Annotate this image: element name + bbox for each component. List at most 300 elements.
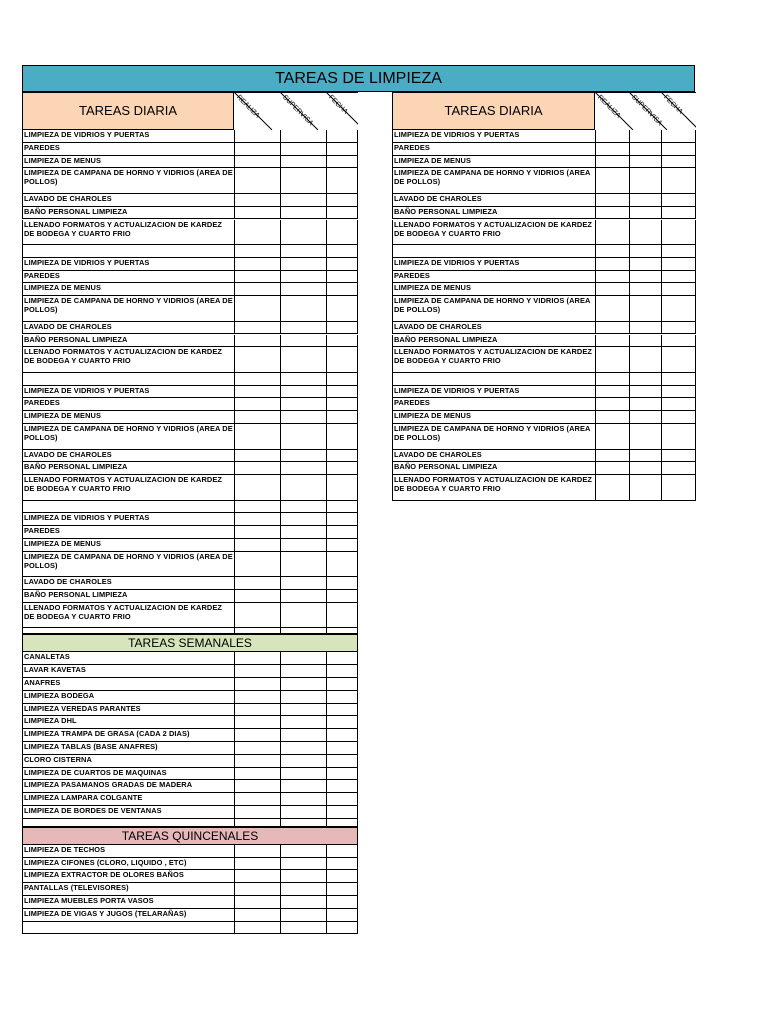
realiza-cell[interactable] <box>595 373 630 385</box>
empty-row <box>22 922 358 934</box>
realiza-cell[interactable] <box>234 258 281 270</box>
supervisa-cell[interactable] <box>280 245 327 257</box>
supervisa-cell[interactable] <box>280 335 327 347</box>
supervisa-cell[interactable] <box>280 577 327 589</box>
fecha-cell[interactable] <box>326 704 359 716</box>
task-label: LIMPIEZA PASAMANOS GRADAS DE MADERA <box>24 780 193 790</box>
realiza-cell[interactable] <box>595 386 630 398</box>
task-row <box>22 526 358 539</box>
realiza-cell[interactable] <box>234 793 281 805</box>
fecha-cell[interactable] <box>661 194 697 206</box>
realiza-cell[interactable] <box>234 450 281 462</box>
fecha-cell[interactable] <box>326 652 359 664</box>
supervisa-cell[interactable] <box>629 296 662 321</box>
fecha-cell[interactable] <box>326 462 359 474</box>
task-label: LLENADO FORMATOS Y ACTUALIZACION DE KARDEZ DE BODEGA Y CUARTO FRIO <box>24 602 222 621</box>
realiza-cell[interactable] <box>234 552 281 577</box>
fecha-cell[interactable] <box>326 806 359 818</box>
realiza-cell[interactable] <box>234 398 281 410</box>
fecha-cell[interactable] <box>326 539 359 551</box>
task-label: CLORO CISTERNA <box>24 754 92 764</box>
task-label: LIMPIEZA DE VIDRIOS Y PUERTAS <box>394 130 520 139</box>
supervisa-cell[interactable] <box>280 793 327 805</box>
supervisa-cell[interactable] <box>280 526 327 538</box>
task-row <box>22 168 358 194</box>
fecha-cell[interactable] <box>661 347 697 372</box>
supervisa-cell[interactable] <box>629 283 662 295</box>
task-row <box>22 896 358 909</box>
realiza-cell[interactable] <box>234 513 281 525</box>
task-label: LIMPIEZA MUEBLES PORTA VASOS <box>24 896 154 905</box>
task-row <box>22 552 358 578</box>
task-row <box>22 665 358 678</box>
fecha-cell[interactable] <box>326 780 359 792</box>
supervisa-cell[interactable] <box>280 168 327 193</box>
task-row <box>22 768 358 781</box>
realiza-cell[interactable] <box>595 283 630 295</box>
realiza-cell[interactable] <box>234 716 281 728</box>
supervisa-cell[interactable] <box>280 220 327 245</box>
realiza-cell[interactable] <box>234 858 281 870</box>
realiza-cell[interactable] <box>595 450 630 462</box>
supervisa-cell[interactable] <box>280 870 327 882</box>
supervisa-cell[interactable] <box>629 335 662 347</box>
realiza-cell[interactable] <box>234 271 281 283</box>
realiza-cell[interactable] <box>595 475 630 500</box>
supervisa-cell[interactable] <box>280 475 327 500</box>
task-label: LIMPIEZA DE VIDRIOS Y PUERTAS <box>24 257 150 267</box>
fecha-cell[interactable] <box>661 386 697 398</box>
realiza-cell[interactable] <box>595 258 630 270</box>
realiza-cell[interactable] <box>234 194 281 206</box>
fecha-cell[interactable] <box>661 411 697 423</box>
realiza-cell[interactable] <box>234 665 281 677</box>
sheet-title: TAREAS DE LIMPIEZA <box>22 65 695 92</box>
supervisa-cell[interactable] <box>629 322 662 334</box>
table-header <box>22 92 358 130</box>
fecha-cell[interactable] <box>326 603 359 628</box>
header-col-realiza: REALIZA <box>596 94 622 120</box>
fecha-cell[interactable] <box>326 168 359 193</box>
task-label: LLENADO FORMATOS Y ACTUALIZACION DE KARDEZ DE BODEGA Y CUARTO FRIO <box>24 219 222 238</box>
realiza-cell[interactable] <box>234 755 281 767</box>
supervisa-cell[interactable] <box>280 883 327 895</box>
task-row <box>22 194 358 207</box>
supervisa-cell[interactable] <box>629 168 662 193</box>
fecha-cell[interactable] <box>326 296 359 321</box>
fecha-cell[interactable] <box>326 922 359 933</box>
realiza-cell[interactable] <box>595 207 630 219</box>
task-label: LIMPIEZA DE BORDES DE VENTANAS <box>24 806 162 815</box>
task-row <box>22 755 358 768</box>
fecha-cell[interactable] <box>661 335 697 347</box>
task-row <box>392 398 696 411</box>
task-row <box>22 793 358 806</box>
fecha-cell[interactable] <box>326 896 359 908</box>
supervisa-cell[interactable] <box>280 258 327 270</box>
fecha-cell[interactable] <box>326 590 359 602</box>
task-label: LIMPIEZA DHL <box>24 716 77 726</box>
realiza-cell[interactable] <box>595 347 630 372</box>
supervisa-cell[interactable] <box>280 424 327 449</box>
supervisa-cell[interactable] <box>629 424 662 449</box>
supervisa-cell[interactable] <box>280 922 327 933</box>
supervisa-cell[interactable] <box>280 845 327 857</box>
task-label: LIMPIEZA BODEGA <box>24 690 95 700</box>
realiza-cell[interactable] <box>234 475 281 500</box>
task-label: BAÑO PERSONAL LIMPIEZA <box>394 462 498 472</box>
fecha-cell[interactable] <box>326 373 359 385</box>
realiza-cell[interactable] <box>234 652 281 664</box>
fecha-cell[interactable] <box>326 716 359 728</box>
fecha-cell[interactable] <box>326 347 359 372</box>
supervisa-cell[interactable] <box>280 806 327 818</box>
realiza-cell[interactable] <box>234 411 281 423</box>
supervisa-cell[interactable] <box>629 475 662 500</box>
task-row <box>22 652 358 665</box>
task-label: BAÑO PERSONAL LIMPIEZA <box>24 206 128 216</box>
realiza-cell[interactable] <box>234 322 281 334</box>
fecha-cell[interactable] <box>326 411 359 423</box>
fecha-cell[interactable] <box>326 475 359 500</box>
fecha-cell[interactable] <box>326 678 359 690</box>
supervisa-cell[interactable] <box>629 398 662 410</box>
fecha-cell[interactable] <box>661 475 697 500</box>
supervisa-cell[interactable] <box>280 462 327 474</box>
supervisa-cell[interactable] <box>280 130 327 142</box>
supervisa-cell[interactable] <box>629 386 662 398</box>
supervisa-cell[interactable] <box>280 652 327 664</box>
fecha-cell[interactable] <box>326 335 359 347</box>
supervisa-cell[interactable] <box>280 716 327 728</box>
task-row <box>22 577 358 590</box>
realiza-cell[interactable] <box>595 194 630 206</box>
realiza-cell[interactable] <box>234 896 281 908</box>
task-label: PAREDES <box>24 270 60 280</box>
realiza-cell[interactable] <box>234 678 281 690</box>
fecha-cell[interactable] <box>326 386 359 398</box>
fecha-cell[interactable] <box>326 883 359 895</box>
realiza-cell[interactable] <box>234 704 281 716</box>
realiza-cell[interactable] <box>234 768 281 780</box>
supervisa-cell[interactable] <box>280 539 327 551</box>
fecha-cell[interactable] <box>326 130 359 142</box>
realiza-cell[interactable] <box>234 628 281 633</box>
task-label: BAÑO PERSONAL LIMPIEZA <box>24 334 128 344</box>
fecha-cell[interactable] <box>326 909 359 921</box>
realiza-cell[interactable] <box>234 729 281 741</box>
realiza-cell[interactable] <box>595 143 630 155</box>
task-label: LIMPIEZA DE VIGAS Y JUGOS (TELARAÑAS) <box>24 908 187 918</box>
fecha-cell[interactable] <box>326 755 359 767</box>
supervisa-cell[interactable] <box>280 780 327 792</box>
supervisa-cell[interactable] <box>280 755 327 767</box>
supervisa-cell[interactable] <box>280 628 327 633</box>
fecha-cell[interactable] <box>326 845 359 857</box>
supervisa-cell[interactable] <box>280 590 327 602</box>
realiza-cell[interactable] <box>234 922 281 933</box>
task-label: LAVADO DE CHAROLES <box>394 321 482 331</box>
supervisa-cell[interactable] <box>280 603 327 628</box>
supervisa-cell[interactable] <box>280 665 327 677</box>
supervisa-cell[interactable] <box>280 678 327 690</box>
fecha-cell[interactable] <box>326 156 359 168</box>
realiza-cell[interactable] <box>234 220 281 245</box>
supervisa-cell[interactable] <box>629 130 662 142</box>
fecha-cell[interactable] <box>661 168 697 193</box>
empty-row <box>22 819 358 827</box>
fecha-cell[interactable] <box>326 501 359 513</box>
supervisa-cell[interactable] <box>629 258 662 270</box>
task-label: LAVADO DE CHAROLES <box>24 449 112 459</box>
supervisa-cell[interactable] <box>280 322 327 334</box>
realiza-cell[interactable] <box>234 130 281 142</box>
task-label: LIMPIEZA DE CAMPANA DE HORNO Y VIDRIOS (AREA DE POLLOS) <box>24 168 233 187</box>
task-label: LAVADO DE CHAROLES <box>24 193 112 203</box>
task-label: CANALETAS <box>24 652 70 662</box>
task-row <box>392 386 696 399</box>
supervisa-cell[interactable] <box>280 896 327 908</box>
fecha-cell[interactable] <box>661 207 697 219</box>
fecha-cell[interactable] <box>326 258 359 270</box>
fecha-cell[interactable] <box>326 322 359 334</box>
fecha-cell[interactable] <box>661 296 697 321</box>
fecha-cell[interactable] <box>661 462 697 474</box>
realiza-cell[interactable] <box>234 780 281 792</box>
supervisa-cell[interactable] <box>629 450 662 462</box>
supervisa-cell[interactable] <box>280 207 327 219</box>
task-label: LIMPIEZA DE CAMPANA DE HORNO Y VIDRIOS (AREA DE POLLOS) <box>24 424 233 442</box>
task-row <box>392 296 696 322</box>
supervisa-cell[interactable] <box>629 143 662 155</box>
realiza-cell[interactable] <box>595 245 630 257</box>
fecha-cell[interactable] <box>326 742 359 754</box>
supervisa-cell[interactable] <box>629 156 662 168</box>
task-label: LIMPIEZA DE CAMPANA DE HORNO Y VIDRIOS (AREA DE POLLOS) <box>24 296 233 315</box>
supervisa-cell[interactable] <box>629 245 662 257</box>
supervisa-cell[interactable] <box>280 552 327 577</box>
fecha-cell[interactable] <box>661 220 697 245</box>
task-row <box>392 258 696 271</box>
fecha-cell[interactable] <box>661 258 697 270</box>
supervisa-cell[interactable] <box>629 347 662 372</box>
realiza-cell[interactable] <box>234 742 281 754</box>
fecha-cell[interactable] <box>661 156 697 168</box>
header-col-supervisa: SUPERVISA <box>281 94 315 128</box>
realiza-cell[interactable] <box>234 819 281 826</box>
task-label: LIMPIEZA DE VIDRIOS Y PUERTAS <box>24 513 150 523</box>
supervisa-cell[interactable] <box>629 462 662 474</box>
task-row <box>22 296 358 322</box>
task-row <box>22 335 358 348</box>
supervisa-cell[interactable] <box>280 411 327 423</box>
supervisa-cell[interactable] <box>629 411 662 423</box>
fecha-cell[interactable] <box>326 450 359 462</box>
task-row <box>392 143 696 156</box>
realiza-cell[interactable] <box>234 691 281 703</box>
task-row <box>22 704 358 717</box>
realiza-cell[interactable] <box>234 577 281 589</box>
fecha-cell[interactable] <box>326 552 359 577</box>
supervisa-cell[interactable] <box>629 373 662 385</box>
supervisa-cell[interactable] <box>280 271 327 283</box>
task-label: LLENADO FORMATOS Y ACTUALIZACION DE KARDEZ DE BODEGA Y CUARTO FRIO <box>394 347 592 366</box>
supervisa-cell[interactable] <box>280 768 327 780</box>
fecha-cell[interactable] <box>661 245 697 257</box>
realiza-cell[interactable] <box>234 373 281 385</box>
header-title: TAREAS DIARIA <box>392 92 595 130</box>
supervisa-cell[interactable] <box>280 143 327 155</box>
fecha-cell[interactable] <box>326 398 359 410</box>
realiza-cell[interactable] <box>595 156 630 168</box>
task-row <box>392 271 696 284</box>
fecha-cell[interactable] <box>661 143 697 155</box>
realiza-cell[interactable] <box>595 168 630 193</box>
supervisa-cell[interactable] <box>280 858 327 870</box>
realiza-cell[interactable] <box>595 271 630 283</box>
fecha-cell[interactable] <box>326 424 359 449</box>
realiza-cell[interactable] <box>595 462 630 474</box>
supervisa-cell[interactable] <box>280 386 327 398</box>
realiza-cell[interactable] <box>234 143 281 155</box>
fecha-cell[interactable] <box>661 283 697 295</box>
realiza-cell[interactable] <box>595 398 630 410</box>
realiza-cell[interactable] <box>234 283 281 295</box>
fecha-cell[interactable] <box>326 628 359 633</box>
fecha-cell[interactable] <box>326 729 359 741</box>
supervisa-cell[interactable] <box>280 347 327 372</box>
realiza-cell[interactable] <box>234 870 281 882</box>
fecha-cell[interactable] <box>661 322 697 334</box>
fecha-cell[interactable] <box>661 130 697 142</box>
realiza-cell[interactable] <box>595 424 630 449</box>
task-label: BAÑO PERSONAL LIMPIEZA <box>24 462 128 472</box>
task-label: LIMPIEZA DE CAMPANA DE HORNO Y VIDRIOS (AREA DE POLLOS) <box>394 296 591 315</box>
realiza-cell[interactable] <box>234 168 281 193</box>
realiza-cell[interactable] <box>234 501 281 513</box>
fecha-cell[interactable] <box>326 220 359 245</box>
task-label: PAREDES <box>394 270 430 280</box>
supervisa-cell[interactable] <box>280 704 327 716</box>
fecha-cell[interactable] <box>326 283 359 295</box>
task-label: BAÑO PERSONAL LIMPIEZA <box>394 334 498 344</box>
task-label: PAREDES <box>394 142 430 152</box>
task-row <box>22 475 358 501</box>
task-row <box>22 283 358 296</box>
task-label: LIMPIEZA DE MENUS <box>24 283 101 293</box>
supervisa-cell[interactable] <box>280 513 327 525</box>
realiza-cell[interactable] <box>595 130 630 142</box>
realiza-cell[interactable] <box>595 335 630 347</box>
task-label: LLENADO FORMATOS Y ACTUALIZACION DE KARDEZ DE BODEGA Y CUARTO FRIO <box>394 475 592 494</box>
fecha-cell[interactable] <box>661 271 697 283</box>
realiza-cell[interactable] <box>234 539 281 551</box>
fecha-cell[interactable] <box>326 819 359 826</box>
realiza-cell[interactable] <box>234 526 281 538</box>
fecha-cell[interactable] <box>326 245 359 257</box>
fecha-cell[interactable] <box>661 424 697 449</box>
task-row <box>22 258 358 271</box>
realiza-cell[interactable] <box>234 335 281 347</box>
supervisa-cell[interactable] <box>629 207 662 219</box>
supervisa-cell[interactable] <box>280 819 327 826</box>
supervisa-cell[interactable] <box>280 501 327 513</box>
realiza-cell[interactable] <box>234 603 281 628</box>
fecha-cell[interactable] <box>326 207 359 219</box>
task-row <box>22 678 358 691</box>
fecha-cell[interactable] <box>661 373 697 385</box>
empty-row <box>22 373 358 386</box>
task-row <box>392 347 696 373</box>
supervisa-cell[interactable] <box>280 194 327 206</box>
realiza-cell[interactable] <box>234 296 281 321</box>
fecha-cell[interactable] <box>326 577 359 589</box>
supervisa-cell[interactable] <box>280 450 327 462</box>
realiza-cell[interactable] <box>234 806 281 818</box>
realiza-cell[interactable] <box>595 411 630 423</box>
task-label: LIMPIEZA DE TECHOS <box>24 844 106 854</box>
fecha-cell[interactable] <box>326 691 359 703</box>
supervisa-cell[interactable] <box>280 156 327 168</box>
realiza-cell[interactable] <box>234 590 281 602</box>
task-row <box>392 220 696 246</box>
task-row <box>22 590 358 603</box>
fecha-cell[interactable] <box>326 858 359 870</box>
realiza-cell[interactable] <box>595 296 630 321</box>
realiza-cell[interactable] <box>234 347 281 372</box>
fecha-cell[interactable] <box>661 398 697 410</box>
supervisa-cell[interactable] <box>280 373 327 385</box>
fecha-cell[interactable] <box>326 513 359 525</box>
fecha-cell[interactable] <box>326 143 359 155</box>
realiza-cell[interactable] <box>234 424 281 449</box>
supervisa-cell[interactable] <box>629 194 662 206</box>
realiza-cell[interactable] <box>234 462 281 474</box>
fecha-cell[interactable] <box>661 450 697 462</box>
supervisa-cell[interactable] <box>280 742 327 754</box>
supervisa-cell[interactable] <box>280 296 327 321</box>
task-label: LAVADO DE CHAROLES <box>394 449 482 459</box>
fecha-cell[interactable] <box>326 768 359 780</box>
fecha-cell[interactable] <box>326 870 359 882</box>
supervisa-cell[interactable] <box>629 271 662 283</box>
realiza-cell[interactable] <box>234 207 281 219</box>
realiza-cell[interactable] <box>595 220 630 245</box>
supervisa-cell[interactable] <box>280 283 327 295</box>
task-label: LIMPIEZA DE CUARTOS DE MAQUINAS <box>24 767 167 777</box>
fecha-cell[interactable] <box>326 793 359 805</box>
realiza-cell[interactable] <box>595 322 630 334</box>
task-label: LIMPIEZA DE MENUS <box>394 155 471 165</box>
realiza-cell[interactable] <box>234 156 281 168</box>
supervisa-cell[interactable] <box>629 220 662 245</box>
fecha-cell[interactable] <box>326 526 359 538</box>
realiza-cell[interactable] <box>234 845 281 857</box>
fecha-cell[interactable] <box>326 665 359 677</box>
realiza-cell[interactable] <box>234 883 281 895</box>
supervisa-cell[interactable] <box>280 729 327 741</box>
fecha-cell[interactable] <box>326 271 359 283</box>
supervisa-cell[interactable] <box>280 691 327 703</box>
realiza-cell[interactable] <box>234 245 281 257</box>
realiza-cell[interactable] <box>234 909 281 921</box>
realiza-cell[interactable] <box>234 386 281 398</box>
supervisa-cell[interactable] <box>280 398 327 410</box>
fecha-cell[interactable] <box>326 194 359 206</box>
supervisa-cell[interactable] <box>280 909 327 921</box>
task-label: LLENADO FORMATOS Y ACTUALIZACION DE KARDEZ DE BODEGA Y CUARTO FRIO <box>24 475 222 494</box>
task-label: BAÑO PERSONAL LIMPIEZA <box>394 206 498 216</box>
